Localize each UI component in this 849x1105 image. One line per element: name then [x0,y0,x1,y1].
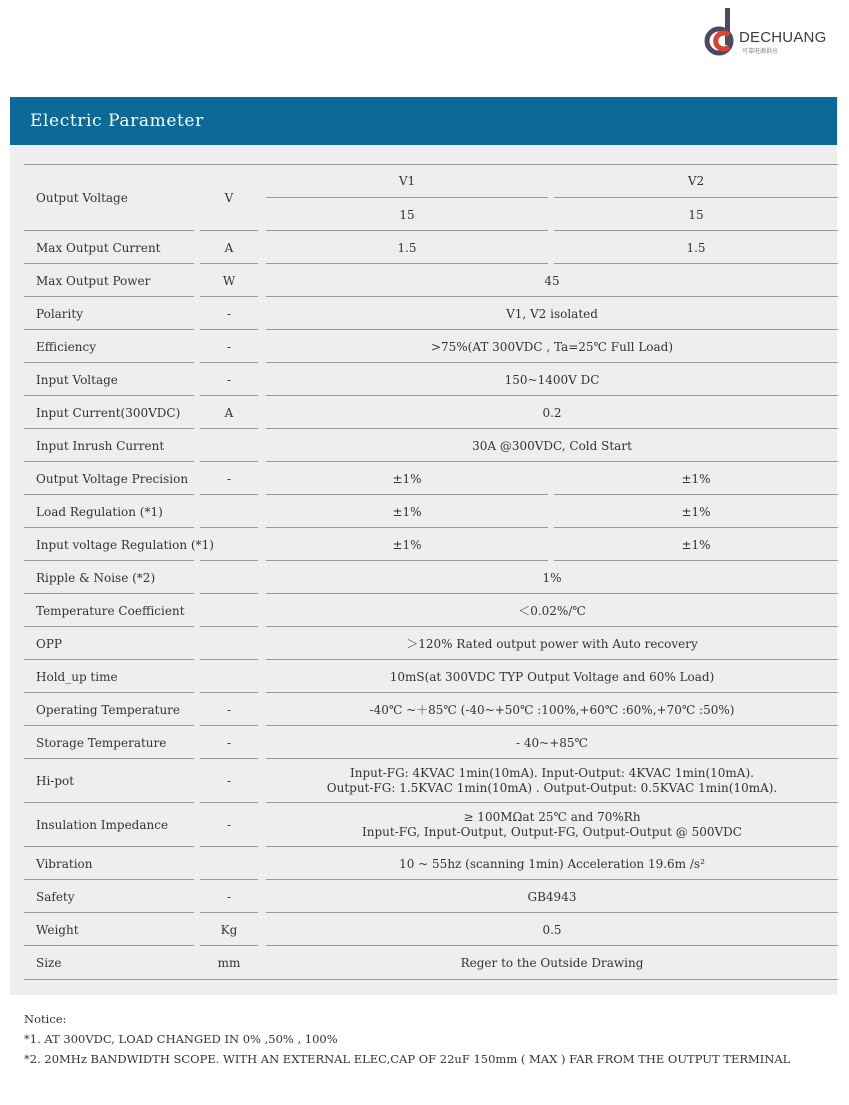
row-unit: - [226,372,232,387]
notice-title: Notice: [24,1012,67,1026]
v2-value: ±1% [681,504,711,519]
row-size [24,946,838,979]
row-label: Operating Temperature [36,702,181,717]
row-value: ＞120% Rated output power with Auto recovery [406,637,698,651]
row-value [266,803,838,847]
notice-line-2: *2. 20MHz BANDWIDTH SCOPE. WITH AN EXTERNAL ELEC,CAP OF 22uF 150mm ( MAX ) FAR FROM THE OUTPUT TERMINAL [24,1052,791,1066]
row-label: Input Inrush Current [36,438,165,453]
row-value: 0.2 [542,405,562,420]
row-unit [200,495,258,528]
row-unit [200,594,258,627]
row-value: - 40~+85℃ [516,735,588,750]
row-ripple-noise [24,561,838,594]
v2-value: ±1% [681,537,711,552]
brand-name: DECHUANG [739,29,827,46]
row-unit: A [224,240,234,255]
row-label: Size [36,955,62,970]
row-input-regulation [24,528,838,561]
row-value [266,759,838,803]
section-banner [10,97,837,145]
row-value: GB4943 [527,889,577,904]
row-value: 30A @300VDC, Cold Start [472,438,632,453]
row-value: 0.5 [542,922,562,937]
row-unit [200,561,258,594]
row-label: Insulation Impedance [36,818,169,832]
row-unit: Kg [220,922,238,937]
row-hipot [24,759,838,803]
row-max-output-current [24,231,838,264]
row-safety [24,880,838,913]
row-unit: V [224,190,234,205]
v1-value: 1.5 [397,240,417,255]
row-unit [200,847,258,880]
row-operating-temp [24,693,838,726]
row-unit: mm [217,955,241,970]
insulation-line-1: ≥ 100MΩat 25℃ and 70%Rh [463,810,641,824]
row-unit: - [226,306,232,321]
row-label: Safety [36,889,75,904]
row-value: 10 ~ 55hz (scanning 1min) Acceleration 19.6m /s² [399,856,705,871]
brand-logo [702,8,842,56]
row-unit: - [226,702,232,717]
row-voltage-precision [24,462,838,495]
notice-block [24,1009,790,1069]
row-label: Max Output Current [36,240,161,255]
notice-line-1: *1. AT 300VDC, LOAD CHANGED IN 0% ,50% , 100% [24,1032,338,1046]
section-title: Electric Parameter [30,111,204,131]
row-label: Input Voltage [36,372,118,387]
row-vibration [24,847,838,880]
row-insulation [24,803,838,847]
brand-tagline: 可靠电源供应 [742,48,779,55]
row-hold-up [24,660,838,693]
v2-value: 1.5 [686,240,706,255]
table-bottom-border [24,979,838,980]
row-value: Reger to the Outside Drawing [460,955,644,970]
v2-header: V2 [687,173,705,188]
row-label: Load Regulation (*1) [36,504,163,519]
row-unit: W [222,273,236,288]
v1-value: ±1% [392,471,422,486]
v2-value: ±1% [681,471,711,486]
row-output-voltage [24,164,838,231]
row-label: Output Voltage [36,190,128,205]
row-unit: - [226,735,232,750]
v1-value: 15 [399,207,415,222]
row-unit [200,627,258,660]
row-polarity [24,297,838,330]
row-storage-temp [24,726,838,759]
row-label: Ripple & Noise (*2) [36,570,156,585]
row-value: 45 [544,273,560,288]
v2-value: 15 [688,207,704,222]
row-unit: - [226,339,232,354]
row-label: Input Current(300VDC) [36,405,181,420]
row-label: Input voltage Regulation (*1) [36,537,214,552]
row-label: Polarity [36,306,83,321]
row-label: Hi-pot [36,774,75,788]
row-unit [200,660,258,693]
row-input-current [24,396,838,429]
row-value: ＜0.02%/℃ [518,604,586,618]
parameter-panel [10,145,837,995]
row-label: Max Output Power [36,273,151,288]
row-unit: - [226,471,232,486]
hipot-line-2: Output-FG: 1.5KVAC 1min(10mA) . Output-Output: 0.5KVAC 1min(10mA). [326,781,778,795]
row-unit [200,429,258,462]
row-value: 10mS(at 300VDC TYP Output Voltage and 60% Load) [389,669,715,684]
row-unit: - [226,774,232,788]
row-label: Output Voltage Precision [36,471,189,486]
row-input-voltage [24,363,838,396]
row-unit: - [226,818,232,832]
row-load-regulation [24,495,838,528]
insulation-line-2: Input-FG, Input-Output, Output-FG, Output-Output @ 500VDC [362,825,742,839]
row-opp [24,627,838,660]
row-weight [24,913,838,946]
row-label: Efficiency [36,339,97,354]
row-label: OPP [36,636,62,651]
row-label: Storage Temperature [36,735,167,750]
row-label: Temperature Coefficient [36,603,185,618]
row-max-output-power [24,264,838,297]
row-label: Hold_up time [36,669,118,684]
row-temp-coefficient [24,594,838,627]
row-label: Vibration [36,856,93,871]
row-value: 1% [542,570,562,585]
hipot-line-1: Input-FG: 4KVAC 1min(10mA). Input-Output: 4KVAC 1min(10mA). [350,766,754,780]
row-value: -40℃ ~＋85℃ (-40~+50℃ :100%,+60℃ :60%,+70℃ :50%) [369,703,735,717]
row-efficiency [24,330,838,363]
v1-value: ±1% [392,537,422,552]
v1-header: V1 [398,173,416,188]
row-value: V1, V2 isolated [506,306,598,321]
row-unit [200,528,258,561]
row-value: >75%(AT 300VDC , Ta=25℃ Full Load) [430,339,674,354]
row-inrush-current [24,429,838,462]
row-unit: - [226,889,232,904]
row-unit: A [224,405,234,420]
row-value: 150~1400V DC [504,372,600,387]
row-label: Weight [36,922,79,937]
v1-value: ±1% [392,504,422,519]
